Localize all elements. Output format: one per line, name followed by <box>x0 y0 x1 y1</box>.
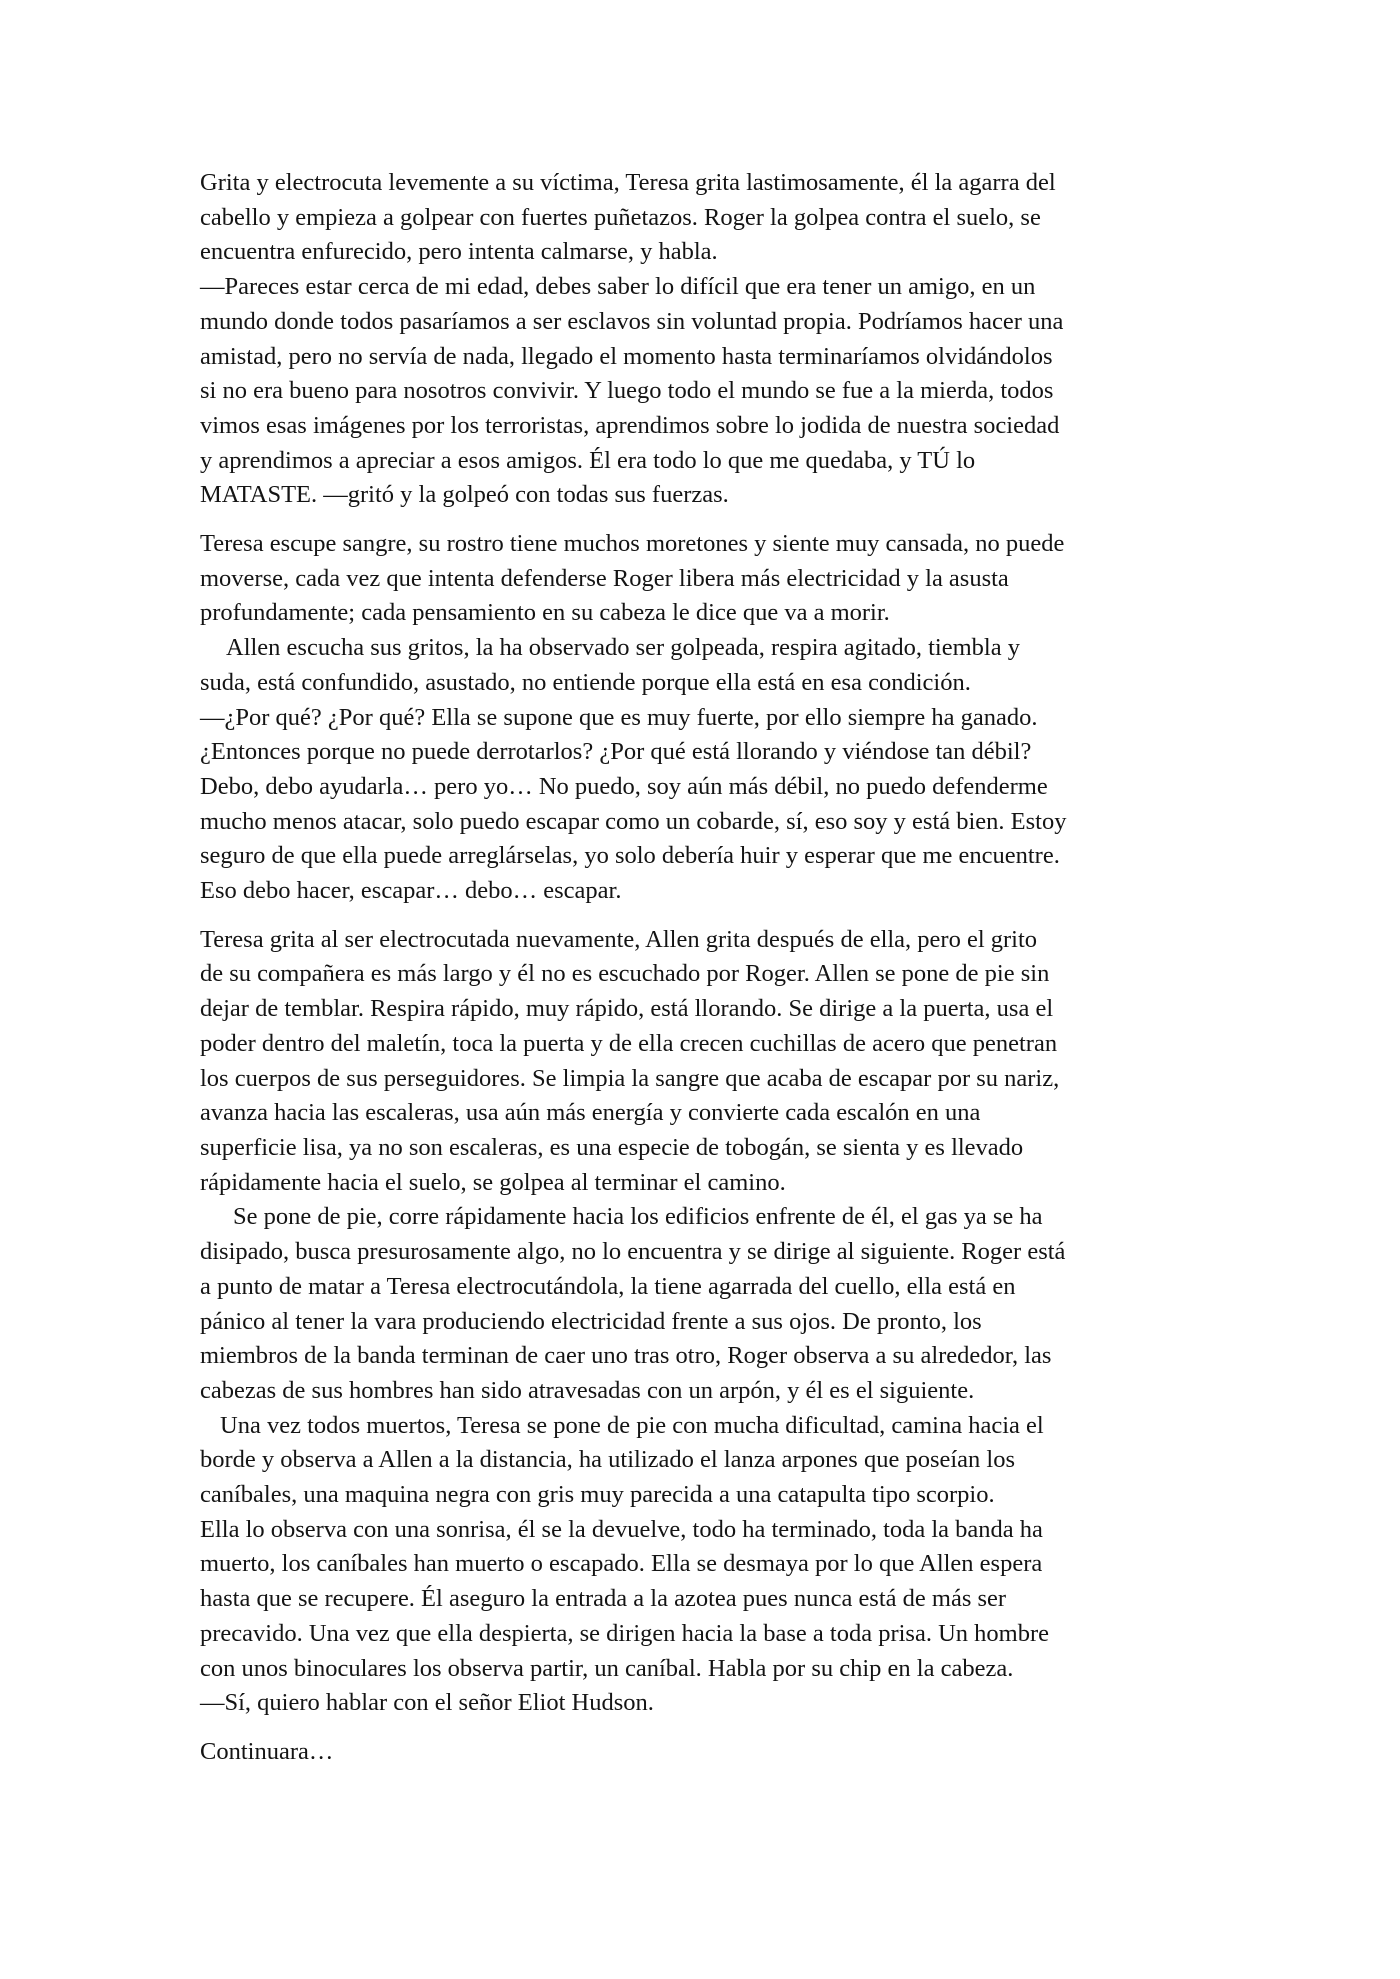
paragraph-block-1 <box>200 166 1200 513</box>
text-line: muerto, los caníbales han muerto o escapado. Ella se desmaya por lo que Allen espera <box>200 1550 1043 1578</box>
paragraph-block-3 <box>200 923 1200 1721</box>
text-line: seguro de que ella puede arreglárselas, yo solo debería huir y esperar que me encuentre. <box>200 842 1060 870</box>
text-line: mucho menos atacar, solo puedo escapar como un cobarde, sí, eso soy y está bien. Estoy <box>200 807 1067 835</box>
text-line: rápidamente hacia el suelo, se golpea al terminar el camino. <box>200 1168 786 1196</box>
text-line: de su compañera es más largo y él no es escuchado por Roger. Allen se pone de pie sin <box>200 960 1050 988</box>
text-line: Allen escucha sus gritos, la ha observado ser golpeada, respira agitado, tiembla y <box>226 634 1020 662</box>
text-line: pánico al tener la vara produciendo electricidad frente a sus ojos. De pronto, los <box>200 1307 982 1335</box>
text-line: con unos binoculares los observa partir, un caníbal. Habla por su chip en la cabeza. <box>200 1654 1014 1682</box>
text-line: Una vez todos muertos, Teresa se pone de pie con mucha dificultad, camina hacia el <box>220 1411 1044 1439</box>
document-page <box>200 166 1200 1770</box>
text-line: MATASTE. —gritó y la golpeó con todas sus fuerzas. <box>200 481 729 509</box>
text-line: Se pone de pie, corre rápidamente hacia los edificios enfrente de él, el gas ya se ha <box>233 1203 1043 1231</box>
text-line: a punto de matar a Teresa electrocutándola, la tiene agarrada del cuello, ella está en <box>200 1272 1016 1300</box>
text-line: cabezas de sus hombres han sido atravesadas con un arpón, y él es el siguiente. <box>200 1376 975 1404</box>
text-line: y aprendimos a apreciar a esos amigos. Él era todo lo que me quedaba, y TÚ lo <box>200 446 976 474</box>
text-line: ¿Entonces porque no puede derrotarlos? ¿Por qué está llorando y viéndose tan débil? <box>200 738 1032 766</box>
text-line: borde y observa a Allen a la distancia, ha utilizado el lanza arpones que poseían los <box>200 1446 1016 1474</box>
text-line: vimos esas imágenes por los terroristas, aprendimos sobre lo jodida de nuestra sociedad <box>200 411 1060 439</box>
text-line: —Pareces estar cerca de mi edad, debes saber lo difícil que era tener un amigo, en un <box>200 273 1036 301</box>
text-line: amistad, pero no servía de nada, llegado el momento hasta terminaríamos olvidándolos <box>200 342 1053 370</box>
text-line: disipado, busca presurosamente algo, no lo encuentra y se dirige al siguiente. Roger está <box>200 1238 1066 1266</box>
text-line: mundo donde todos pasaríamos a ser esclavos sin voluntad propia. Podríamos hacer una <box>200 307 1064 335</box>
text-line: Teresa escupe sangre, su rostro tiene muchos moretones y siente muy cansada, no puede <box>200 530 1065 558</box>
text-line: suda, está confundido, asustado, no entiende porque ella está en esa condición. <box>200 668 971 696</box>
closing-text: Continuara… <box>200 1737 334 1765</box>
text-line: los cuerpos de sus perseguidores. Se limpia la sangre que acaba de escapar por su nariz, <box>200 1064 1060 1092</box>
text-line: miembros de la banda terminan de caer uno tras otro, Roger observa a su alrededor, las <box>200 1342 1052 1370</box>
text-line: profundamente; cada pensamiento en su cabeza le dice que va a morir. <box>200 599 890 627</box>
text-line: encuentra enfurecido, pero intenta calmarse, y habla. <box>200 238 718 266</box>
text-line: Ella lo observa con una sonrisa, él se la devuelve, todo ha terminado, toda la banda ha <box>200 1515 1043 1543</box>
text-line: moverse, cada vez que intenta defenderse Roger libera más electricidad y la asusta <box>200 564 1009 592</box>
text-line: hasta que se recupere. Él aseguro la entrada a la azotea pues nunca está de más ser <box>200 1585 1007 1613</box>
text-line: avanza hacia las escaleras, usa aún más energía y convierte cada escalón en una <box>200 1099 981 1127</box>
text-line: caníbales, una maquina negra con gris muy parecida a una catapulta tipo scorpio. <box>200 1481 995 1509</box>
text-line: —Sí, quiero hablar con el señor Eliot Hudson. <box>200 1689 654 1717</box>
text-line: si no era bueno para nosotros convivir. Y luego todo el mundo se fue a la mierda, todos <box>200 377 1054 405</box>
text-line: poder dentro del maletín, toca la puerta y de ella crecen cuchillas de acero que penetran <box>200 1029 1058 1057</box>
text-line: Eso debo hacer, escapar… debo… escapar. <box>200 877 622 905</box>
text-line: cabello y empieza a golpear con fuertes puñetazos. Roger la golpea contra el suelo, se <box>200 203 1041 231</box>
text-line: Debo, debo ayudarla… pero yo… No puedo, soy aún más débil, no puedo defenderme <box>200 772 1048 800</box>
text-line: superficie lisa, ya no son escaleras, es una especie de tobogán, se sienta y es llevado <box>200 1133 1024 1161</box>
text-line: dejar de temblar. Respira rápido, muy rápido, está llorando. Se dirige a la puerta, usa el <box>200 995 1054 1023</box>
text-line: Teresa grita al ser electrocutada nuevamente, Allen grita después de ella, pero el grito <box>200 925 1038 953</box>
text-line: precavido. Una vez que ella despierta, se dirigen hacia la base a toda prisa. Un hombre <box>200 1619 1049 1647</box>
text-line: Grita y electrocuta levemente a su víctima, Teresa grita lastimosamente, él la agarra del <box>200 169 1056 196</box>
paragraph-block-2 <box>200 527 1200 909</box>
text-line: —¿Por qué? ¿Por qué? Ella se supone que es muy fuerte, por ello siempre ha ganado. <box>200 703 1038 731</box>
